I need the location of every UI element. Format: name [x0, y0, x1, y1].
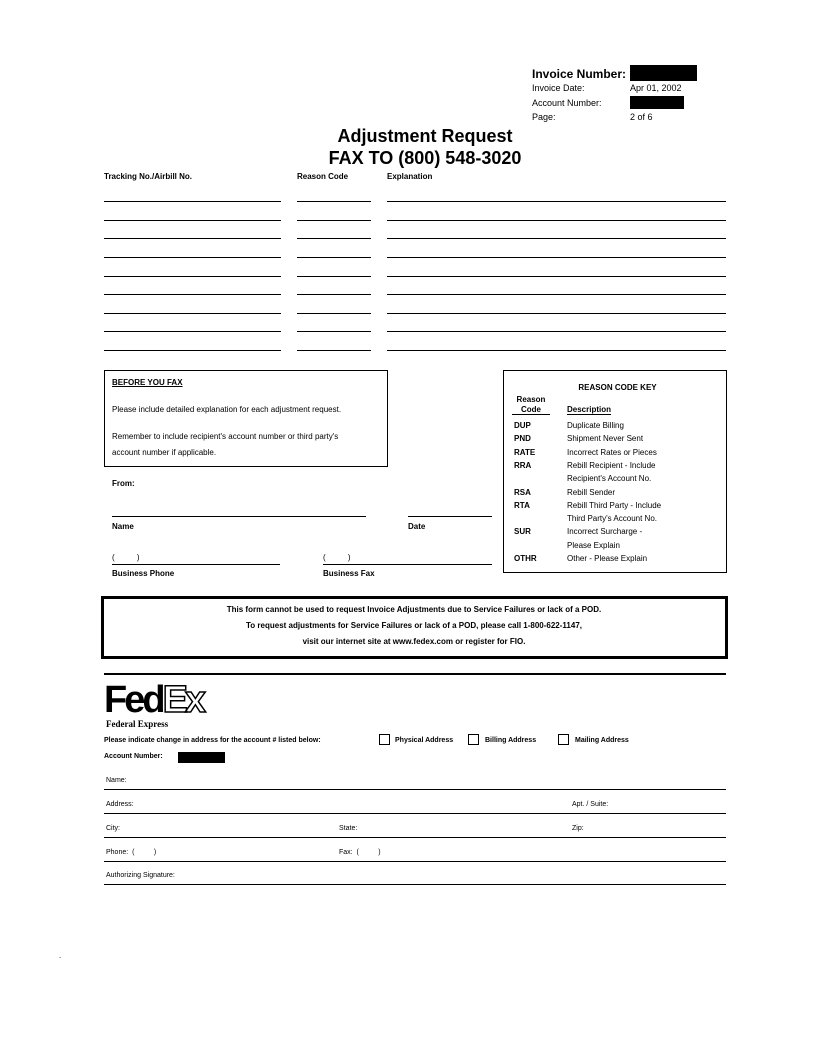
- mailing-address-label: Mailing Address: [575, 737, 629, 744]
- reason-description: Rebill Recipient - Include: [567, 460, 656, 470]
- account-number-redaction: [630, 96, 684, 109]
- reason-col-header-1: Reason: [516, 395, 546, 404]
- date-label: Date: [408, 522, 426, 531]
- signature-field-label: Authorizing Signature:: [106, 872, 175, 879]
- tracking-entry-line[interactable]: [104, 257, 281, 258]
- explanation-entry-line[interactable]: [387, 238, 726, 239]
- reason-code: OTHR: [514, 554, 537, 563]
- tracking-entry-line[interactable]: [104, 313, 281, 314]
- name-line[interactable]: [112, 516, 366, 517]
- reason-description: Incorrect Rates or Pieces: [567, 447, 657, 457]
- reason-code-entry-line[interactable]: [297, 238, 371, 239]
- reason-description: Duplicate Billing: [567, 421, 624, 430]
- city-field-label: City:: [106, 825, 120, 832]
- explanation-entry-line[interactable]: [387, 220, 726, 221]
- tracking-header: Tracking No./Airbill No.: [104, 172, 193, 181]
- explanation-header: Explanation: [387, 172, 433, 181]
- city-field-line[interactable]: [104, 837, 726, 838]
- account-number-field-label: Account Number:: [104, 753, 163, 760]
- reason-code: RATE: [514, 447, 536, 457]
- reason-description: Incorrect Surcharge -: [567, 527, 643, 537]
- business-fax-parens: ( ): [323, 553, 351, 562]
- invoice-date-value: Apr 01, 2002: [630, 83, 682, 93]
- tracking-entry-line[interactable]: [104, 294, 281, 295]
- physical-address-label: Physical Address: [395, 737, 454, 744]
- explanation-entry-line[interactable]: [387, 276, 726, 277]
- mailing-address-checkbox[interactable]: [558, 734, 569, 745]
- invoice-number-redaction: [630, 65, 697, 81]
- before-you-fax-title: BEFORE YOU FAX: [112, 378, 183, 387]
- zip-field-label: Zip:: [572, 825, 584, 832]
- signature-field-line[interactable]: [104, 884, 726, 885]
- fedex-logo-fed: Fed: [104, 679, 163, 721]
- reason-code: SUR: [514, 527, 531, 537]
- page-value: 2 of 6: [630, 112, 653, 122]
- notice-line-1: This form cannot be used to request Invoice Adjustments due to Service Failures or lack of a POD.: [226, 605, 602, 614]
- phone-field-line[interactable]: [104, 861, 726, 862]
- before-fax-line-3: account number if applicable.: [112, 448, 217, 457]
- tracking-entry-line[interactable]: [104, 350, 281, 351]
- notice-line-2: To request adjustments for Service Failures or lack of a POD, please call 1-800-622-1147,: [246, 621, 582, 630]
- form-title: Adjustment Request: [337, 126, 513, 146]
- invoice-number-label: Invoice Number:: [532, 67, 627, 81]
- billing-address-checkbox[interactable]: [468, 734, 479, 745]
- business-fax-line[interactable]: [323, 564, 492, 565]
- reason-code-entry-line[interactable]: [297, 294, 371, 295]
- account-number-label: Account Number:: [532, 98, 602, 108]
- fedex-logo-ex: Ex: [162, 679, 204, 721]
- reason-description: Please Explain: [567, 540, 620, 550]
- explanation-entry-line[interactable]: [387, 257, 726, 258]
- tracking-entry-line[interactable]: [104, 201, 281, 202]
- reason-code-key-title: REASON CODE KEY: [578, 383, 657, 392]
- reason-col-header-2: Code: [512, 405, 550, 415]
- page-label: Page:: [532, 112, 556, 122]
- reason-code-entry-line[interactable]: [297, 201, 371, 202]
- tracking-entry-line[interactable]: [104, 331, 281, 332]
- business-phone-parens: ( ): [112, 553, 140, 562]
- apt-suite-label: Apt. / Suite:: [572, 801, 609, 808]
- explanation-entry-line[interactable]: [387, 201, 726, 202]
- fax-number-title: FAX TO (800) 548-3020: [328, 148, 522, 168]
- notice-line-3: visit our internet site at www.fedex.com or register for FIO.: [302, 637, 526, 646]
- tracking-entry-line[interactable]: [104, 220, 281, 221]
- reason-code: RSA: [514, 487, 531, 497]
- invoice-date-label: Invoice Date:: [532, 83, 585, 93]
- section-separator: [104, 673, 726, 675]
- fedex-logo-subtitle: Federal Express: [106, 719, 169, 729]
- reason-code: RRA: [514, 460, 532, 470]
- reason-code-entry-line[interactable]: [297, 257, 371, 258]
- reason-code-entry-line[interactable]: [297, 220, 371, 221]
- reason-code: RTA: [514, 500, 530, 510]
- reason-description: Third Party's Account No.: [567, 514, 658, 524]
- business-fax-label: Business Fax: [323, 569, 375, 578]
- explanation-entry-line[interactable]: [387, 313, 726, 314]
- billing-address-label: Billing Address: [485, 737, 537, 744]
- explanation-entry-line[interactable]: [387, 331, 726, 332]
- name-field-line[interactable]: [104, 789, 726, 790]
- reason-code-entry-line[interactable]: [297, 313, 371, 314]
- fax-field-label: Fax: ( ): [339, 849, 381, 856]
- address-field-line[interactable]: [104, 813, 726, 814]
- account-number-field-redaction: [178, 752, 225, 763]
- explanation-entry-line[interactable]: [387, 350, 726, 351]
- reason-code-header: Reason Code: [297, 172, 349, 181]
- footer-mark: .: [59, 951, 62, 960]
- reason-code: DUP: [514, 421, 531, 430]
- business-phone-line[interactable]: [112, 564, 280, 565]
- reason-code-entry-line[interactable]: [297, 350, 371, 351]
- reason-description: Recipient's Account No.: [567, 474, 652, 484]
- reason-description: Rebill Sender: [567, 487, 616, 497]
- before-fax-line-2: Remember to include recipient's account number or third party's: [112, 432, 339, 441]
- phone-field-label: Phone: ( ): [106, 849, 157, 856]
- reason-code-entry-line[interactable]: [297, 276, 371, 277]
- description-col-header: Description: [567, 405, 612, 414]
- fedex-logo: [104, 679, 203, 719]
- reason-description: Rebill Third Party - Include: [567, 500, 662, 510]
- address-change-prompt: Please indicate change in address for the account # listed below:: [104, 737, 321, 744]
- reason-code: PND: [514, 434, 531, 444]
- reason-code-entry-line[interactable]: [297, 331, 371, 332]
- reason-description: Shipment Never Sent: [567, 434, 644, 444]
- tracking-entry-line[interactable]: [104, 276, 281, 277]
- date-line[interactable]: [408, 516, 492, 517]
- explanation-entry-line[interactable]: [387, 294, 726, 295]
- name-label: Name: [112, 522, 134, 531]
- before-fax-line-1: Please include detailed explanation for each adjustment request.: [112, 405, 342, 414]
- physical-address-checkbox[interactable]: [379, 734, 390, 745]
- address-field-label: Address:: [106, 801, 134, 808]
- business-phone-label: Business Phone: [112, 569, 175, 578]
- reason-description: Other - Please Explain: [567, 554, 648, 563]
- name-field-label: Name:: [106, 777, 127, 784]
- from-label: From:: [112, 479, 135, 488]
- tracking-entry-line[interactable]: [104, 238, 281, 239]
- state-field-label: State:: [339, 825, 358, 832]
